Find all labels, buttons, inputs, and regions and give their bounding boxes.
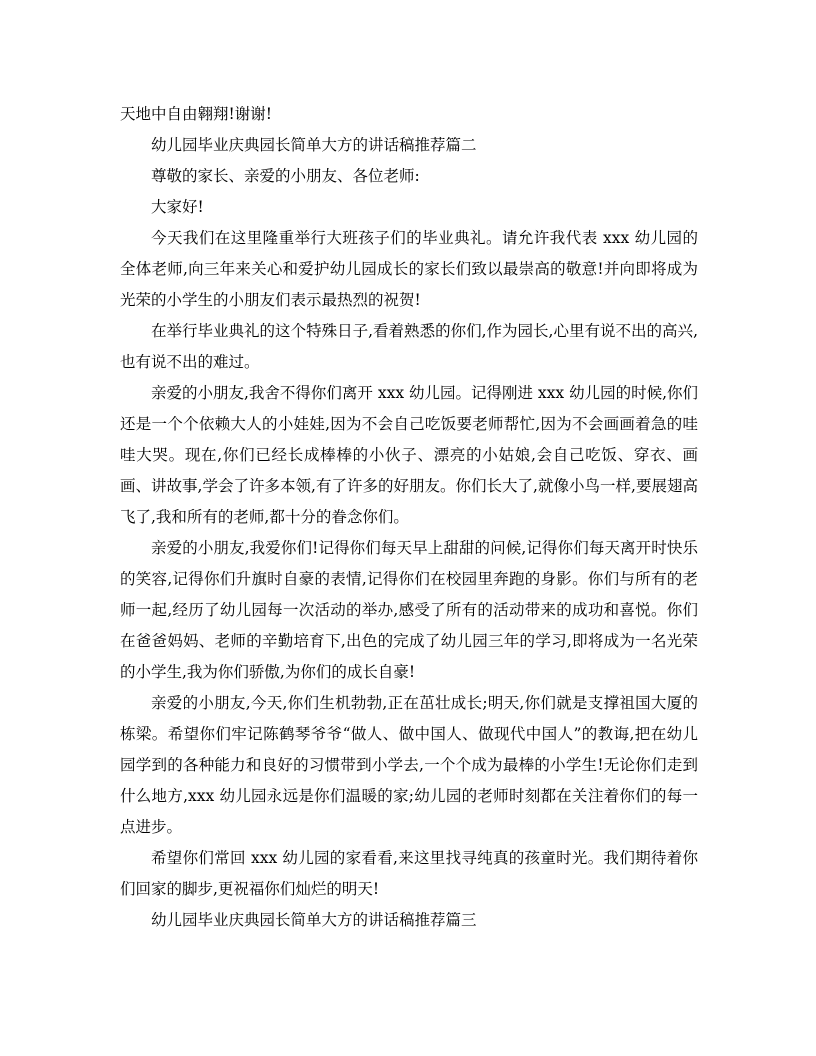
salutation: 尊敬的家长、亲爱的小朋友、各位老师:: [151, 167, 420, 185]
document-body: [120, 99, 698, 936]
paragraph-opening: 今天我们在这里隆重举行大班孩子们的毕业典礼。请允许我代表 xxx 幼儿园的全体老师,向三年来关心和爱护幼儿园成长的家长们致以最崇高的敬意!并向即将成为光荣的小学生的小朋友们表示最热烈的祝贺!: [120, 229, 698, 309]
paragraph-memories: 亲爱的小朋友,我舍不得你们离开 xxx 幼儿园。记得刚进 xxx 幼儿园的时候,你们还是一个个依赖大人的小娃娃,因为不会自己吃饭要老师帮忙,因为不会画画着急的哇哇大哭。现在,你们已经长成棒棒的小伙子、漂亮的小姑娘,会自己吃饭、穿衣、画画、讲故事,学会了许多本领,有了许多的好朋友。你们长大了,就像小鸟一样,要展翅高飞了,我和所有的老师,都十分的眷念你们。: [120, 384, 699, 526]
section-heading-part-two: 幼儿园毕业庆典园长简单大方的讲话稿推荐篇二: [151, 136, 477, 154]
paragraph-future: 亲爱的小朋友,今天,你们生机勃勃,正在茁壮成长;明天,你们就是支撑祖国大厦的栋梁。希望你们牢记陈鹤琴爷爷“做人、做中国人、做现代中国人”的教诲,把在幼儿园学到的各种能力和良好的习惯带到小学去,一个个成为最棒的小学生!无论你们走到什么地方,xxx 幼儿园永远是你们温暖的家;幼儿园的老师时刻都在关注着你们的每一点进步。: [120, 694, 698, 836]
paragraph-feelings: 在举行毕业典礼的这个特殊日子,看着熟悉的你们,作为园长,心里有说不出的高兴,也有说不出的难过。: [120, 322, 698, 371]
paragraph-love: 亲爱的小朋友,我爱你们!记得你们每天早上甜甜的问候,记得你们每天离开时快乐的笑容,记得你们升旗时自豪的表情,记得你们在校园里奔跑的身影。你们与所有的老师一起,经历了幼儿园每一次活动的举办,感受了所有的活动带来的成功和喜悦。你们在爸爸妈妈、老师的辛勤培育下,出色的完成了幼儿园三年的学习,即将成为一名光荣的小学生,我为你们骄傲,为你们的成长自豪!: [120, 539, 698, 681]
section-heading-part-three: 幼儿园毕业庆典园长简单大方的讲话稿推荐篇三: [151, 911, 477, 929]
paragraph-wishes: 希望你们常回 xxx 幼儿园的家看看,来这里找寻纯真的孩童时光。我们期待着你们回家的脚步,更祝福你们灿烂的明天!: [120, 849, 698, 898]
greeting: 大家好!: [151, 198, 204, 216]
paragraph-closing-line: 天地中自由翱翔!谢谢!: [120, 105, 272, 123]
